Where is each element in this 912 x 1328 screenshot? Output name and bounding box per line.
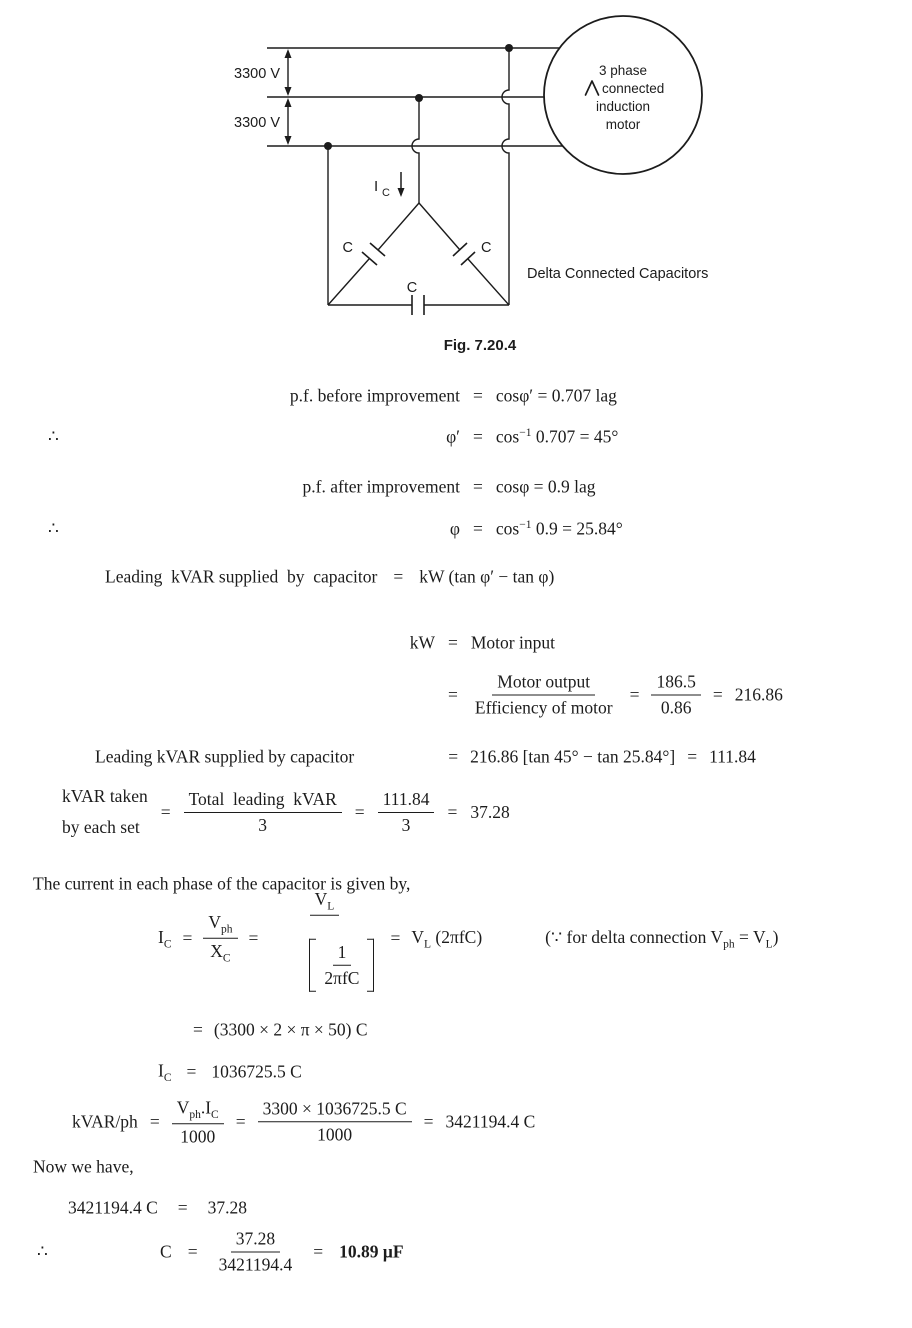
voltage-label-bottom: 3300 V	[234, 115, 280, 131]
eq-result: 3421194.4 C	[445, 1111, 536, 1132]
equation-phi-after	[0, 519, 623, 540]
delta-caption: Delta Connected Capacitors	[527, 266, 709, 282]
equation-c-relation	[68, 1198, 247, 1219]
fraction: $\frac{V_{ph}}{X_C}$	[203, 912, 237, 964]
motor-label-line3: induction	[595, 99, 651, 114]
eq-lhs: φ′	[446, 426, 460, 447]
circuit-diagram	[0, 0, 912, 335]
equals-sign: =	[149, 1111, 160, 1132]
eq-rhs: (3300 × 2 × π × 50) C	[213, 1019, 368, 1040]
equals-sign: =	[193, 1019, 203, 1040]
motor-label-line2: connected	[602, 81, 665, 96]
eq-lhs: kVAR/ph	[72, 1111, 138, 1132]
equals-sign: =	[448, 632, 458, 653]
junction-dot	[415, 94, 423, 102]
fraction: $\frac{3300 \times 1036725.5 C}{1000}$	[258, 1099, 412, 1146]
motor-label-line4: motor	[605, 117, 641, 132]
equation-pf-after	[0, 477, 596, 498]
eq-lhs: C	[160, 1241, 172, 1262]
equation-pf-before	[0, 386, 617, 407]
motor-label-line1: 3 phase	[598, 63, 648, 78]
eq-rhs: $\cos^{-1} 0.707 = 45^\circ$	[495, 426, 619, 447]
therefore-symbol: ∴	[48, 519, 59, 538]
equation-kvar-per-set	[62, 786, 510, 838]
eq-lhs: $I_C$	[158, 926, 172, 950]
equation-ic-value	[158, 1060, 302, 1084]
fraction: $\frac{\text{Motor output}}{\text{Efficiency of motor}}$	[474, 671, 613, 718]
equals-sign: =	[473, 385, 483, 406]
eq-lhs-stack: kVAR taken by each set	[62, 786, 148, 837]
equals-sign: =	[712, 684, 723, 705]
eq-lhs: p.f. after improvement	[302, 476, 460, 497]
equation-phi-before	[0, 427, 618, 448]
equals-sign: =	[186, 1061, 197, 1082]
cap-label-left: C	[342, 240, 353, 256]
eq-rhs: 37.28	[207, 1197, 248, 1218]
body-text-current-intro: The current in each phase of the capacitor is given by,	[33, 873, 411, 894]
equals-sign: =	[248, 927, 259, 948]
equation-c-result	[160, 1229, 404, 1276]
equals-sign: =	[393, 566, 404, 587]
equation-kw-motor-input	[0, 633, 555, 654]
eq-rhs: kW (tan φ′ − tan φ)	[419, 566, 555, 587]
current-down-arrow-icon	[398, 172, 405, 197]
eq-rhs: $\cos^{-1} 0.9 = 25.84^\circ$	[495, 518, 623, 539]
fraction: $\frac{186.5}{0.86}$	[651, 672, 700, 719]
eq-rhs: cosφ = 0.9 lag	[495, 476, 596, 497]
equation-ic-expand	[193, 1020, 368, 1041]
voltage-arrow-top	[285, 49, 292, 96]
equals-sign: =	[177, 1197, 188, 1218]
eq-mid: 216.86 [tan 45° − tan 25.84°]	[470, 746, 676, 767]
figure-caption: Fig. 7.20.4	[443, 337, 517, 354]
equals-sign: =	[182, 927, 193, 948]
equals-sign: =	[235, 1111, 246, 1132]
eq-rhs: Motor input	[470, 632, 555, 653]
delta-capacitor-bank	[328, 203, 509, 315]
capacitor-feeders	[328, 48, 509, 305]
equation-leading-kvar-formula	[105, 567, 554, 588]
eq-lhs: φ	[449, 518, 460, 539]
eq-rhs: $V_L$ (2πfC)	[411, 926, 483, 950]
eq-result: 111.84	[709, 746, 756, 767]
equals-sign: =	[448, 684, 458, 705]
cap-label-right: C	[481, 240, 492, 256]
eq-rhs: cosφ′ = 0.707 lag	[495, 385, 617, 406]
body-text-now-we-have: Now we have,	[33, 1156, 134, 1177]
therefore-symbol: ∴	[37, 1242, 48, 1261]
capacitor-current-sub: C	[382, 187, 390, 199]
fraction-with-bracket: $\frac{V_L}{\frac{1}{\text{2πfC}}}$	[269, 889, 379, 1018]
equals-sign: =	[390, 927, 401, 948]
equals-sign: =	[160, 801, 171, 822]
eq-rhs: 1036725.5 C	[211, 1061, 302, 1082]
equals-sign: =	[313, 1241, 324, 1262]
cap-label-bottom: C	[406, 280, 418, 296]
equation-kvar-per-phase	[72, 1097, 535, 1147]
equals-sign: =	[187, 1241, 198, 1262]
eq-lhs: $I_C$	[158, 1060, 172, 1084]
equation-leading-kvar-value	[95, 747, 756, 768]
eq-lhs: 3421194.4 C	[68, 1197, 158, 1218]
eq-lhs: Leading kVAR supplied by capacitor	[95, 746, 355, 767]
voltage-arrow-bottom	[285, 98, 292, 145]
junction-dot	[505, 44, 513, 52]
equals-sign: =	[448, 746, 459, 767]
equals-sign: =	[629, 684, 640, 705]
eq-result: 37.28	[470, 801, 510, 822]
fraction: $\frac{V_{ph}.I_C}{1000}$	[172, 1097, 224, 1147]
fraction: $\frac{111.84}{3}$	[378, 789, 435, 836]
eq-note: (∵ for delta connection $V_{ph} = V_L$)	[545, 926, 779, 950]
eq-lhs: p.f. before improvement	[289, 385, 460, 406]
fraction: $\frac{37.28}{3421194.4}$	[218, 1228, 293, 1275]
equals-sign: =	[423, 1111, 434, 1132]
equals-sign: =	[473, 476, 483, 497]
voltage-label-top: 3300 V	[234, 66, 280, 82]
equals-sign: =	[687, 746, 698, 767]
eq-result: 216.86	[734, 684, 783, 705]
eq-lhs: kW	[409, 632, 435, 653]
fraction: $\frac{\text{Total leading kVAR}}{3}$	[184, 789, 342, 836]
equation-ic-formula	[158, 874, 778, 1003]
capacitor-plates	[362, 243, 475, 315]
square-bracket: $\frac{1}{\text{2πfC}}$	[309, 938, 374, 991]
junction-dot	[324, 142, 332, 150]
equals-sign: =	[473, 426, 483, 447]
equation-motor-output-fraction	[448, 672, 783, 719]
equals-sign: =	[354, 801, 365, 822]
eq-lhs: Leading kVAR supplied by capacitor	[105, 566, 378, 587]
therefore-symbol: ∴	[48, 427, 59, 446]
equals-sign: =	[473, 518, 483, 539]
capacitor-current-label: I	[374, 178, 379, 195]
final-answer: 10.89 μF	[339, 1241, 404, 1262]
equals-sign: =	[447, 801, 458, 822]
